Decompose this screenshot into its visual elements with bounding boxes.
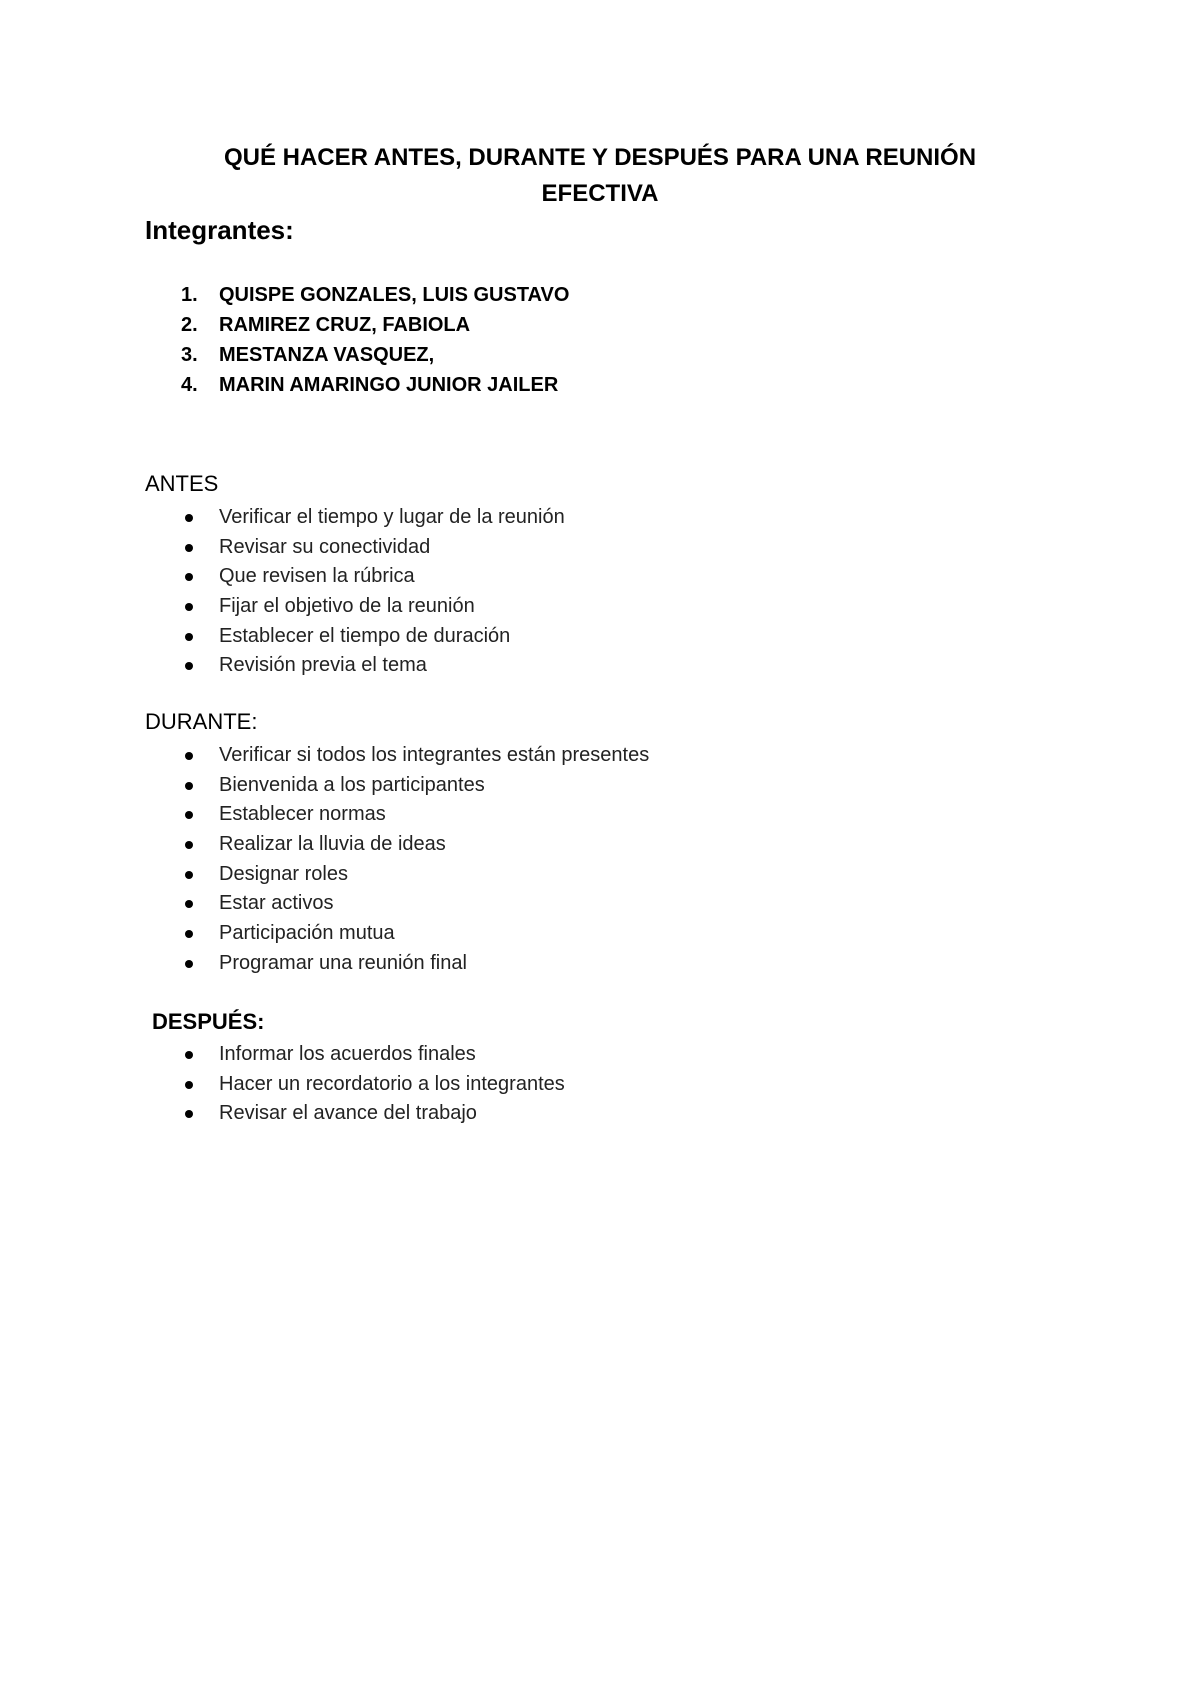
list-item xyxy=(145,1099,565,1129)
list-item xyxy=(145,949,649,979)
durante-heading: DURANTE: xyxy=(145,709,258,734)
list-item xyxy=(145,741,649,771)
members-list xyxy=(145,280,569,400)
member-item xyxy=(145,280,569,310)
list-item-text: Revisión previa el tema xyxy=(219,654,427,677)
member-name: QUISPE GONZALES, LUIS GUSTAVO xyxy=(219,284,570,306)
member-item xyxy=(145,370,569,400)
bullet-dot-icon xyxy=(185,662,193,670)
members-heading: Integrantes: xyxy=(145,215,294,245)
bullet-dot-icon xyxy=(185,811,193,819)
bullet-dot-icon xyxy=(185,960,193,968)
list-item-text: Participación mutua xyxy=(219,922,395,945)
list-item-text: Verificar el tiempo y lugar de la reunión xyxy=(219,506,565,528)
list-item xyxy=(145,622,565,652)
list-item-text: Revisar el avance del trabajo xyxy=(219,1102,477,1125)
despues-heading: DESPUÉS: xyxy=(152,1009,265,1034)
list-item-text: Hacer un recordatorio a los integrantes xyxy=(219,1072,565,1095)
member-number: 2. xyxy=(181,314,198,336)
list-item-text: Verificar si todos los integrantes están presentes xyxy=(219,744,650,766)
member-item xyxy=(145,340,569,370)
document-title xyxy=(145,140,1055,212)
antes-heading: ANTES xyxy=(145,471,219,496)
member-name: RAMIREZ CRUZ, FABIOLA xyxy=(219,314,471,336)
list-item xyxy=(145,651,565,681)
title-line-1: QUÉ HACER ANTES, DURANTE Y DESPUÉS PARA UNA REUNIÓN xyxy=(223,144,977,171)
bullet-dot-icon xyxy=(185,603,193,611)
list-item-text: Programar una reunión final xyxy=(219,951,467,974)
list-item xyxy=(145,592,565,622)
list-item xyxy=(145,1070,565,1100)
list-item-text: Informar los acuerdos finales xyxy=(219,1043,476,1065)
bullet-dot-icon xyxy=(185,573,193,581)
list-item xyxy=(145,860,649,890)
list-item xyxy=(145,830,649,860)
member-name: MARIN AMARINGO JUNIOR JAILER xyxy=(219,374,559,396)
list-item-text: Fijar el objetivo de la reunión xyxy=(219,595,475,618)
bullet-dot-icon xyxy=(185,1081,193,1089)
bullet-dot-icon xyxy=(185,752,193,760)
list-item xyxy=(145,503,565,533)
despues-list xyxy=(145,1040,565,1129)
list-item-text: Establecer normas xyxy=(219,803,386,826)
list-item xyxy=(145,771,649,801)
list-item xyxy=(145,1040,565,1070)
list-item-text: Revisar su conectividad xyxy=(219,535,431,558)
list-item xyxy=(145,800,649,830)
member-number: 3. xyxy=(181,344,198,366)
antes-list xyxy=(145,503,565,681)
bullet-dot-icon xyxy=(185,544,193,552)
list-item-text: Estar activos xyxy=(219,892,334,915)
durante-list xyxy=(145,741,649,979)
list-item-text: Bienvenida a los participantes xyxy=(219,773,485,796)
bullet-dot-icon xyxy=(185,871,193,879)
member-number: 4. xyxy=(181,374,198,396)
bullet-dot-icon xyxy=(185,1051,193,1059)
bullet-dot-icon xyxy=(185,1110,193,1118)
member-number: 1. xyxy=(181,284,198,306)
list-item-text: Realizar la lluvia de ideas xyxy=(219,833,446,856)
bullet-dot-icon xyxy=(185,900,193,908)
list-item-text: Designar roles xyxy=(219,862,348,885)
member-name: MESTANZA VASQUEZ, xyxy=(219,344,435,366)
bullet-dot-icon xyxy=(185,514,193,522)
member-item xyxy=(145,310,569,340)
list-item xyxy=(145,919,649,949)
bullet-dot-icon xyxy=(185,633,193,641)
list-item xyxy=(145,562,565,592)
list-item-text: Establecer el tiempo de duración xyxy=(219,624,511,647)
bullet-dot-icon xyxy=(185,930,193,938)
list-item xyxy=(145,533,565,563)
title-line-2: EFECTIVA xyxy=(541,180,659,207)
bullet-dot-icon xyxy=(185,782,193,790)
bullet-dot-icon xyxy=(185,841,193,849)
list-item-text: Que revisen la rúbrica xyxy=(219,565,415,588)
list-item xyxy=(145,889,649,919)
